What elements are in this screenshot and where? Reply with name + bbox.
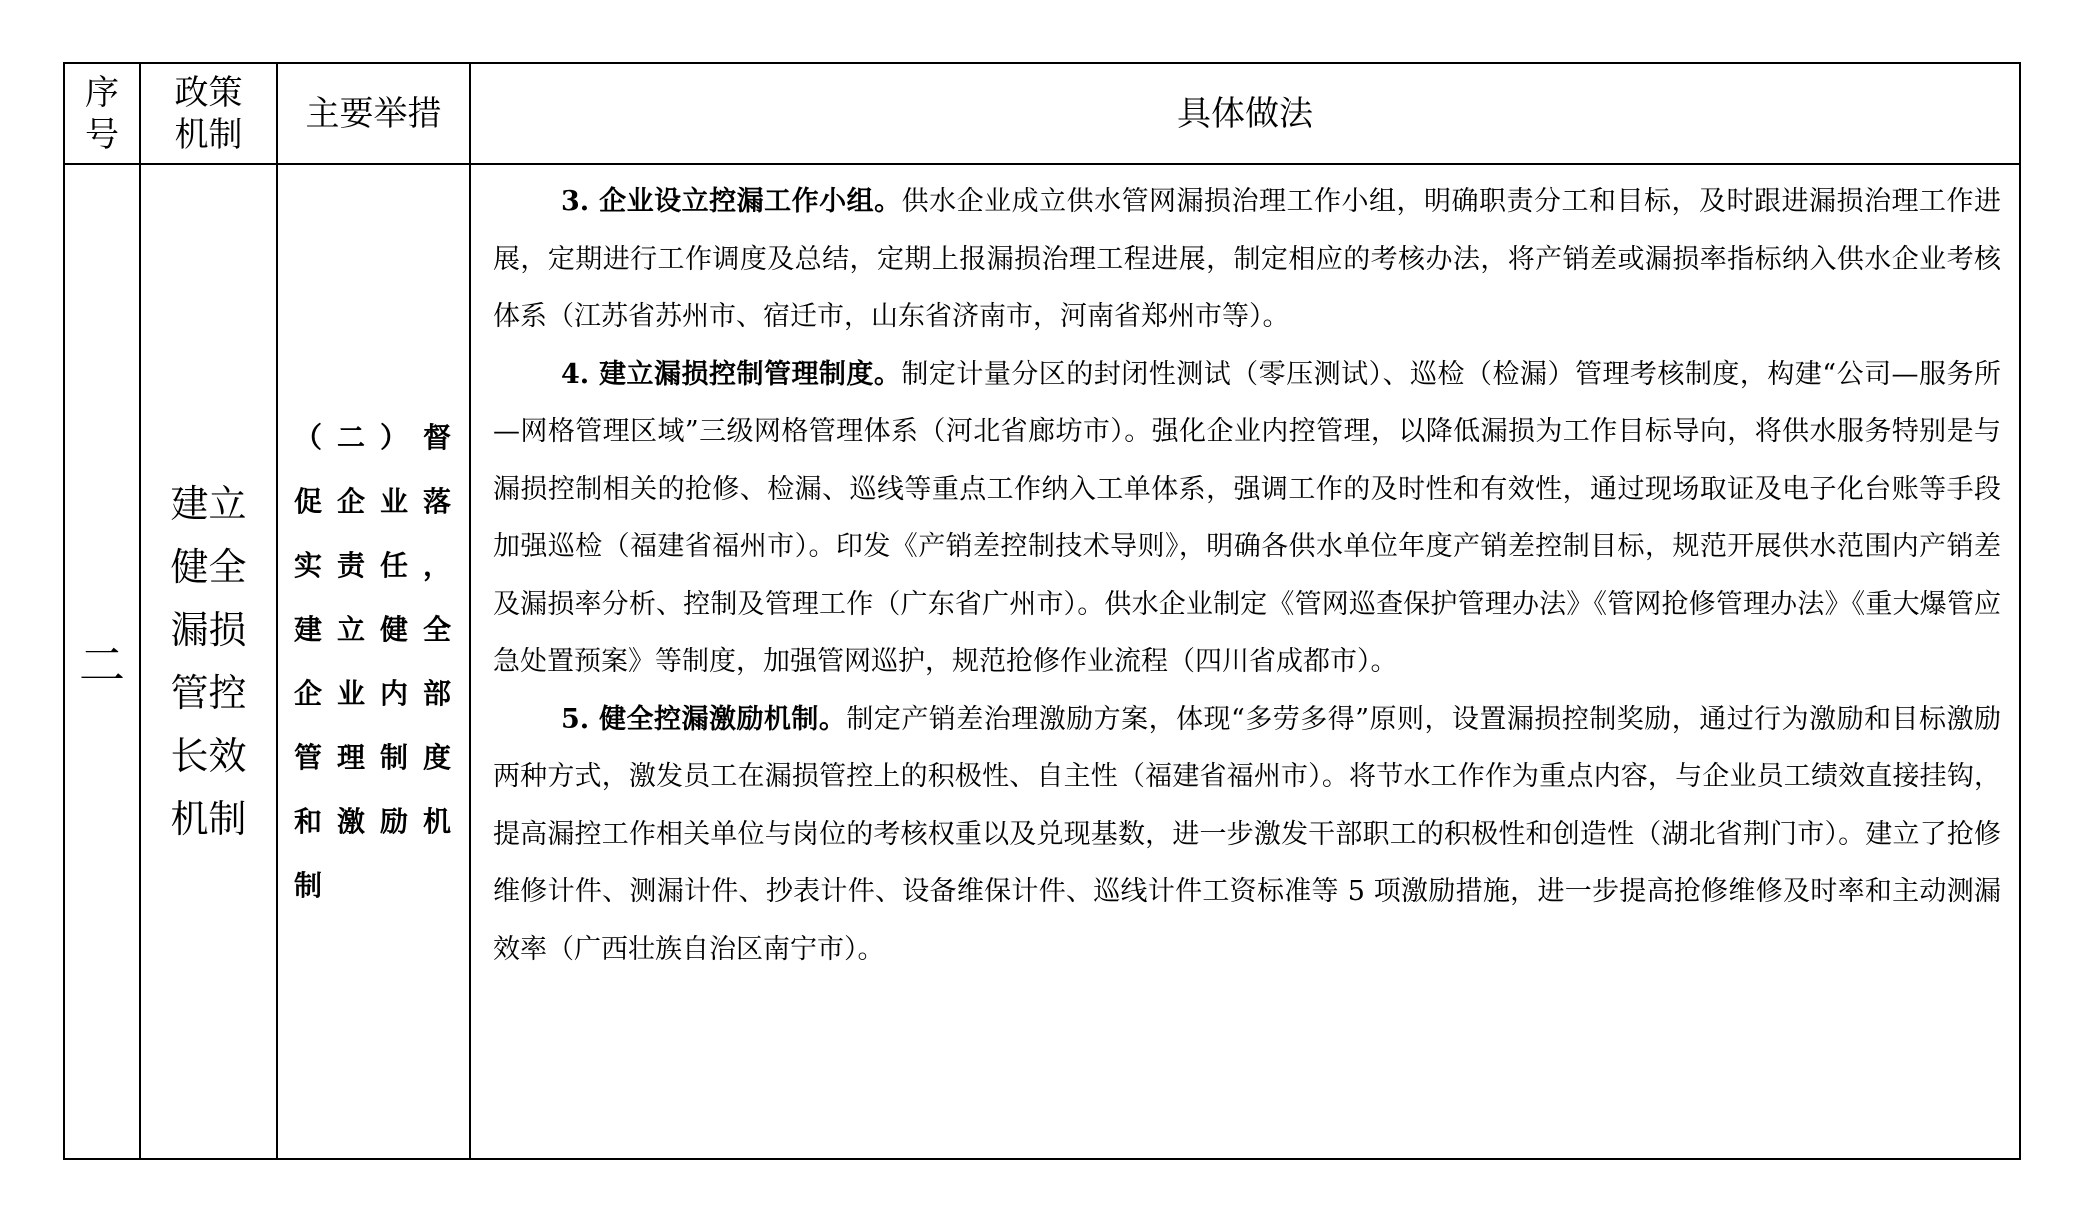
method-paragraph [493,691,2001,979]
paragraph-body: 制定产销差治理激励方案，体现“多劳多得”原则，设置漏损控制奖励，通过行为激励和目标激励两种方式，激发员工在漏损管控上的积极性、自主性（福建省福州市）。将节水工作作为重点内容，与企业员工绩效直接挂钩，提高漏控工作相关单位与岗位的考核权重以及兑现基数，进一步激发干部职工的积极性和创造性（湖北省荆门市）。建立了抢修维修计件、测漏计件、抄表计件、设备维保计件、巡线计件工资标准等 5 项激励措施，进一步提高抢修维修及时率和主动测漏效率（广西壮族自治区南宁市）。 [493,703,2001,965]
mechanism-line: 漏损 [170,607,247,652]
table-row [64,164,2020,1159]
header-mechanism: 政策机制 [140,63,277,164]
mechanism-line: 建立 [170,481,247,526]
mechanism-line: 机制 [170,796,247,841]
method-paragraph [493,173,2001,346]
paragraph-body: 供水企业成立供水管网漏损治理工作小组，明确职责分工和目标，及时跟进漏损治理工作进展，定期进行工作调度及总结，定期上报漏损治理工程进展，制定相应的考核办法，将产销差或漏损率指标纳入供水企业考核体系（江苏省苏州市、宿迁市，山东省济南市，河南省郑州市等）。 [493,186,2002,332]
method-paragraph [493,346,2001,691]
table-header-row [64,63,2020,164]
mechanism-line: 管控 [170,670,247,715]
measure-text: （二）督促企业落实责任，建立健全企业内部管理制度和激励机制 [294,420,457,902]
paragraph-lead: 5. 健全控漏激励机制。 [561,703,847,735]
header-method: 具体做法 [470,63,2020,164]
policy-table [63,62,2021,1160]
header-seq: 序号 [64,63,140,164]
paragraph-lead: 3. 企业设立控漏工作小组。 [561,186,902,217]
paragraph-body: 制定计量分区的封闭性测试（零压测试）、巡检（检漏）管理考核制度，构建“公司—服务所—网格管理区域”三级网格管理体系（河北省廊坊市）。强化企业内控管理，以降低漏损为工作目标导向，将供水服务特别是与漏损控制相关的抢修、检漏、巡线等重点工作纳入工单体系，强调工作的及时性和有效性，通过现场取证及电子化台账等手段加强巡检（福建省福州市）。印发《产销差控制技术导则》，明确各供水单位年度产销差控制目标，规范开展供水范围内产销差及漏损率分析、控制及管理工作（广东省广州市）。供水企业制定《管网巡查保护管理办法》《管网抢修管理办法》《重大爆管应急处置预案》等制度，加强管网巡护，规范抢修作业流程（四川省成都市）。 [493,358,2001,677]
seq-cell: 二 [64,164,140,1159]
mechanism-line: 健全 [170,544,247,589]
mechanism-cell [140,164,277,1159]
measure-cell [277,164,470,1159]
mechanism-line: 长效 [170,733,247,778]
header-measure: 主要举措 [277,63,470,164]
method-cell [470,164,2020,1159]
paragraph-lead: 4. 建立漏损控制管理制度。 [561,358,902,390]
